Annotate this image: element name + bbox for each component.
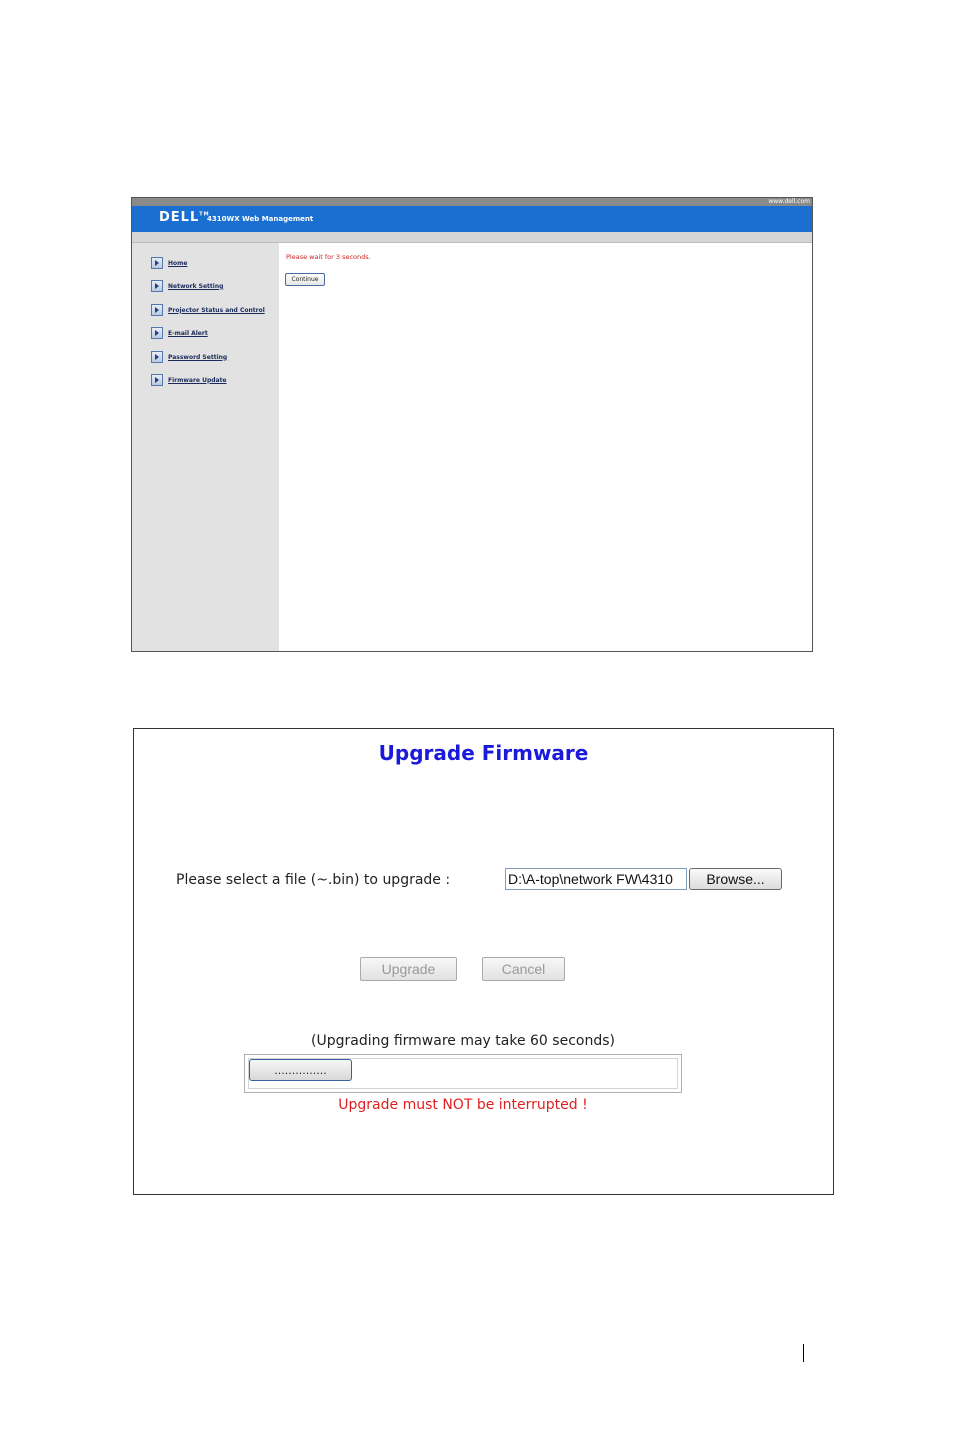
- app-title: 4310WX Web Management: [207, 215, 314, 223]
- cancel-button[interactable]: Cancel: [482, 957, 565, 981]
- sidebar-item-email-alert[interactable]: [151, 326, 208, 340]
- sidebar-item-label[interactable]: Firmware Update: [168, 376, 227, 384]
- upgrade-button[interactable]: Upgrade: [360, 957, 457, 981]
- arrow-right-icon: [151, 280, 163, 292]
- subheader-bar: [132, 232, 812, 243]
- progress-indicator: ...............: [249, 1059, 352, 1081]
- sidebar-item-label[interactable]: Password Setting: [168, 353, 228, 361]
- sidebar-item-label[interactable]: Projector Status and Control: [168, 306, 265, 314]
- arrow-right-icon: [151, 304, 163, 316]
- sidebar-item-firmware-update[interactable]: [151, 373, 227, 387]
- upgrade-firmware-screenshot: [133, 728, 834, 1195]
- progress-container: [244, 1054, 682, 1093]
- arrow-right-icon: [151, 351, 163, 363]
- interrupt-warning: Upgrade must NOT be interrupted !: [338, 1097, 588, 1113]
- sidebar-item-projector-status[interactable]: [151, 303, 265, 317]
- arrow-right-icon: [151, 327, 163, 339]
- page-title: Upgrade Firmware: [378, 741, 589, 765]
- continue-button[interactable]: Continue: [285, 273, 325, 286]
- file-path-input[interactable]: D:\A-top\network FW\4310: [505, 868, 687, 890]
- sidebar-item-password-setting[interactable]: [151, 350, 227, 364]
- page-divider: [803, 1344, 804, 1362]
- arrow-right-icon: [151, 374, 163, 386]
- dell-logo: DELL™: [159, 210, 210, 225]
- sidebar-item-label[interactable]: E-mail Alert: [168, 329, 208, 337]
- top-strip: [132, 198, 812, 206]
- sidebar-item-network-setting[interactable]: [151, 279, 223, 293]
- duration-note: (Upgrading firmware may take 60 seconds): [311, 1033, 615, 1049]
- file-select-label: Please select a file (~.bin) to upgrade :: [176, 872, 451, 888]
- sidebar: [132, 243, 279, 651]
- arrow-right-icon: [151, 257, 163, 269]
- sidebar-item-label[interactable]: Home: [168, 259, 188, 267]
- wait-message: Please wait for 3 seconds.: [286, 253, 371, 261]
- web-management-screenshot: [131, 197, 813, 652]
- sidebar-item-label[interactable]: Network Setting: [168, 282, 224, 290]
- browse-button[interactable]: Browse...: [689, 868, 782, 890]
- header-banner: [132, 206, 812, 232]
- sidebar-item-home[interactable]: [151, 256, 187, 270]
- site-url-link[interactable]: www.dell.com: [768, 198, 810, 205]
